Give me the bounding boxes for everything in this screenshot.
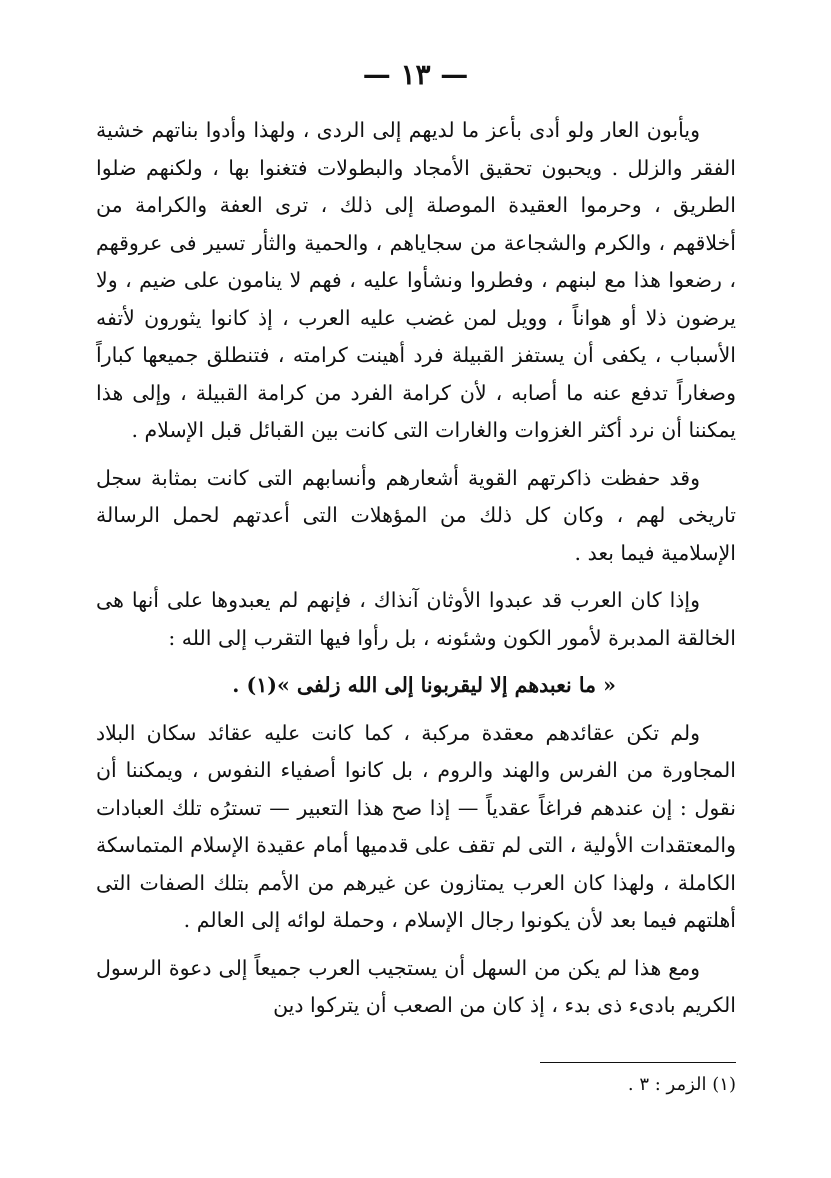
paragraph-2: وقد حفظت ذاكرتهم القوية أشعارهم وأنسابهم التى كانت بمثابة سجل تاريخى لهم ، وكان كل ذلك من المؤهلات التى أعدتهم لحمل الرسالة الإسلامية فيما بعد . — [96, 465, 736, 565]
paragraph-5: ومع هذا لم يكن من السهل أن يستجيب العرب جميعاً إلى دعوة الرسول الكريم بادىء ذى بدء ، إذ كان من الصعب أن يتركوا دين — [96, 955, 736, 1017]
body-text — [96, 112, 736, 1035]
paragraph-4: ولم تكن عقائدهم معقدة مركبة ، كما كانت عليه عقائد سكان البلاد المجاورة من الفرس والهند والروم ، بل كانوا أصفياء النفوس ، ويمكننا أن نقول : إن عندهم فراغاً عقدياً — إذا صح هذا التعبير — تسترُه تلك العبادات والمعتقدات الأولية ، التى لم تقف على قدميها أمام عقيدة الإسلام المتماسكة الكاملة ، ولهذا كان العرب يمتازون عن غيرهم من الأمم بتلك الصفات التى أهلتهم فيما بعد لأن يكونوا رجال الإسلام ، وحملة لوائه إلى العالم . — [96, 720, 736, 932]
quranic-quote: « ما نعبدهم إلا ليقربونا إلى الله زلفى »(١) . — [232, 673, 616, 697]
footnote: (١) الزمر : ٣ . — [627, 1074, 736, 1095]
footnote-divider — [540, 1062, 736, 1063]
paragraph-1: ويأبون العار ولو أدى بأعز ما لديهم إلى الردى ، ولهذا وأدوا بناتهم خشية الفقر والزلل . ويحبون تحقيق الأمجاد والبطولات فتغنوا بها ، ولكنهم ضلوا الطريق ، وحرموا العقيدة الموصلة إلى ذلك ، ترى العفة والكرامة من أخلاقهم ، والكرم والشجاعة من سجاياهم ، والحمية والثأر تسير فى عروقهم ، رضعوا هذا مع لبنهم ، وفطروا ونشأوا عليه ، فهم لا ينامون على ضيم ، ولا يرضون ذلا أو هواناً ، وويل لمن غضب عليه العرب ، إذ كانوا يثورون لأتفه الأسباب ، يكفى أن يستفز القبيلة فرد أهينت كرامته ، فتنطلق جميعها كباراً وصغاراً تدفع عنه ما أصابه ، لأن كرامة الفرد من كرامة القبيلة ، وإلى هذا يمكننا أن نرد أكثر الغزوات والغارات التى كانت بين القبائل قبل الإسلام . — [96, 118, 737, 442]
page-number: — ١٣ — — [362, 58, 469, 91]
paragraph-3: وإذا كان العرب قد عبدوا الأوثان آنذاك ، فإنهم لم يعبدوها على أنها هى الخالقة المدبرة لأمور الكون وشئونه ، بل رأوا فيها التقرب إلى الله : — [96, 588, 736, 650]
